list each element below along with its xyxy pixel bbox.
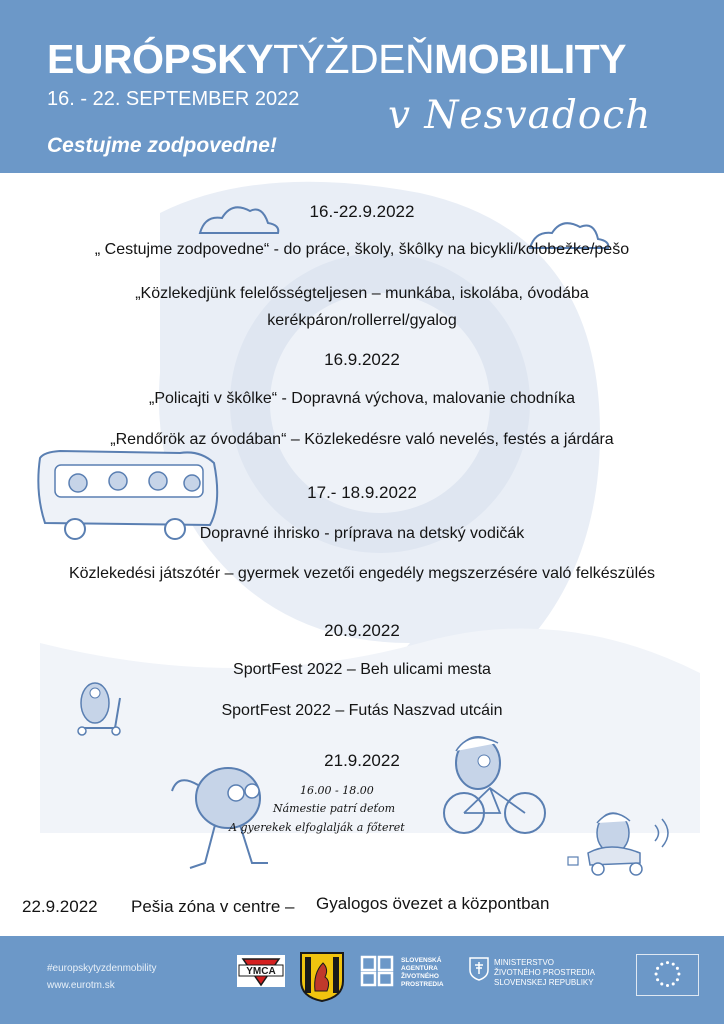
sazp-line-1: SLOVENSKÁ xyxy=(401,957,442,964)
town-crest-icon xyxy=(299,951,345,1003)
sazp-line-3: ŽIVOTNÉHO xyxy=(401,973,439,980)
town-name: v Nesvadoch xyxy=(388,93,652,138)
campaign-title xyxy=(47,36,626,83)
slovak-coat-of-arms-icon xyxy=(469,957,489,981)
ymca-label: YMCA xyxy=(246,966,276,977)
program-line-1-1: „ Cestujme zodpovedne“ - do práce, školy, škôlky na bicykli/kolobežke/pešo xyxy=(94,241,630,258)
program-date-2: 16.9.2022 xyxy=(324,350,400,369)
ymca-logo xyxy=(237,955,285,987)
eu-flag-icon xyxy=(636,954,699,996)
sazp-line-2: AGENTÚRA xyxy=(401,965,438,972)
program-line-5-1: Námestie patrí deťom xyxy=(273,802,396,815)
program-line-4-1: SportFest 2022 – Beh ulicami mesta xyxy=(233,661,491,678)
program-date-1: 16.-22.9.2022 xyxy=(309,202,415,221)
program-line-2-2: „Rendőrök az óvodában“ – Közlekedésre való nevelés, festés a járdára xyxy=(110,431,614,448)
campaign-dates: 16. - 22. SEPTEMBER 2022 xyxy=(47,88,300,110)
campaign-slogan: Cestujme zodpovedne! xyxy=(47,134,277,157)
program-line-1-3: kerékpáron/rollerrel/gyalog xyxy=(267,312,457,329)
program-line-1-2: „Közlekedjünk felelősségteljesen – munkába, iskolába, óvodába xyxy=(135,285,589,302)
last-event-sk: Pešia zóna v centre – xyxy=(131,897,295,916)
hashtag: #europskytyzdenmobility xyxy=(47,963,157,974)
sazp-line-4: PROSTREDIA xyxy=(401,981,444,988)
program-line-3-2: Közlekedési játszótér – gyermek vezetői engedély megszerzésére való felkészülés xyxy=(68,565,656,582)
ministry-line-1: MINISTERSTVO xyxy=(494,958,555,967)
program-line-4-2: SportFest 2022 – Futás Naszvad utcáin xyxy=(221,702,503,719)
sazp-name xyxy=(401,957,444,989)
program-line-3-1: Dopravné ihrisko - príprava na detský vodičák xyxy=(199,525,525,542)
title-part-1: EURÓPSKY xyxy=(47,36,274,82)
ministry-name xyxy=(494,958,595,988)
program-line-2-1: „Policajti v škôlke“ - Dopravná výchova, malovanie chodníka xyxy=(149,390,575,407)
ministry-line-2: ŽIVOTNÉHO PROSTREDIA xyxy=(494,968,595,977)
program-date-3: 17.- 18.9.2022 xyxy=(307,483,417,502)
website-link[interactable]: www.eurotm.sk xyxy=(47,980,115,991)
program-date-4: 20.9.2022 xyxy=(324,621,400,640)
program-line-5-2: A gyerekek elfoglalják a főteret xyxy=(229,821,405,834)
ministry-line-3: SLOVENSKEJ REPUBLIKY xyxy=(494,978,594,987)
last-event-hu: Gyalogos övezet a központban xyxy=(316,894,550,913)
program-time-5: 16.00 - 18.00 xyxy=(300,784,374,797)
title-part-2: TÝŽDEŇ xyxy=(273,36,435,82)
program-date-5: 21.9.2022 xyxy=(324,751,400,770)
last-event-date: 22.9.2022 xyxy=(22,897,98,916)
sazp-logo xyxy=(360,955,394,987)
title-part-3: MOBILITY xyxy=(434,36,626,82)
